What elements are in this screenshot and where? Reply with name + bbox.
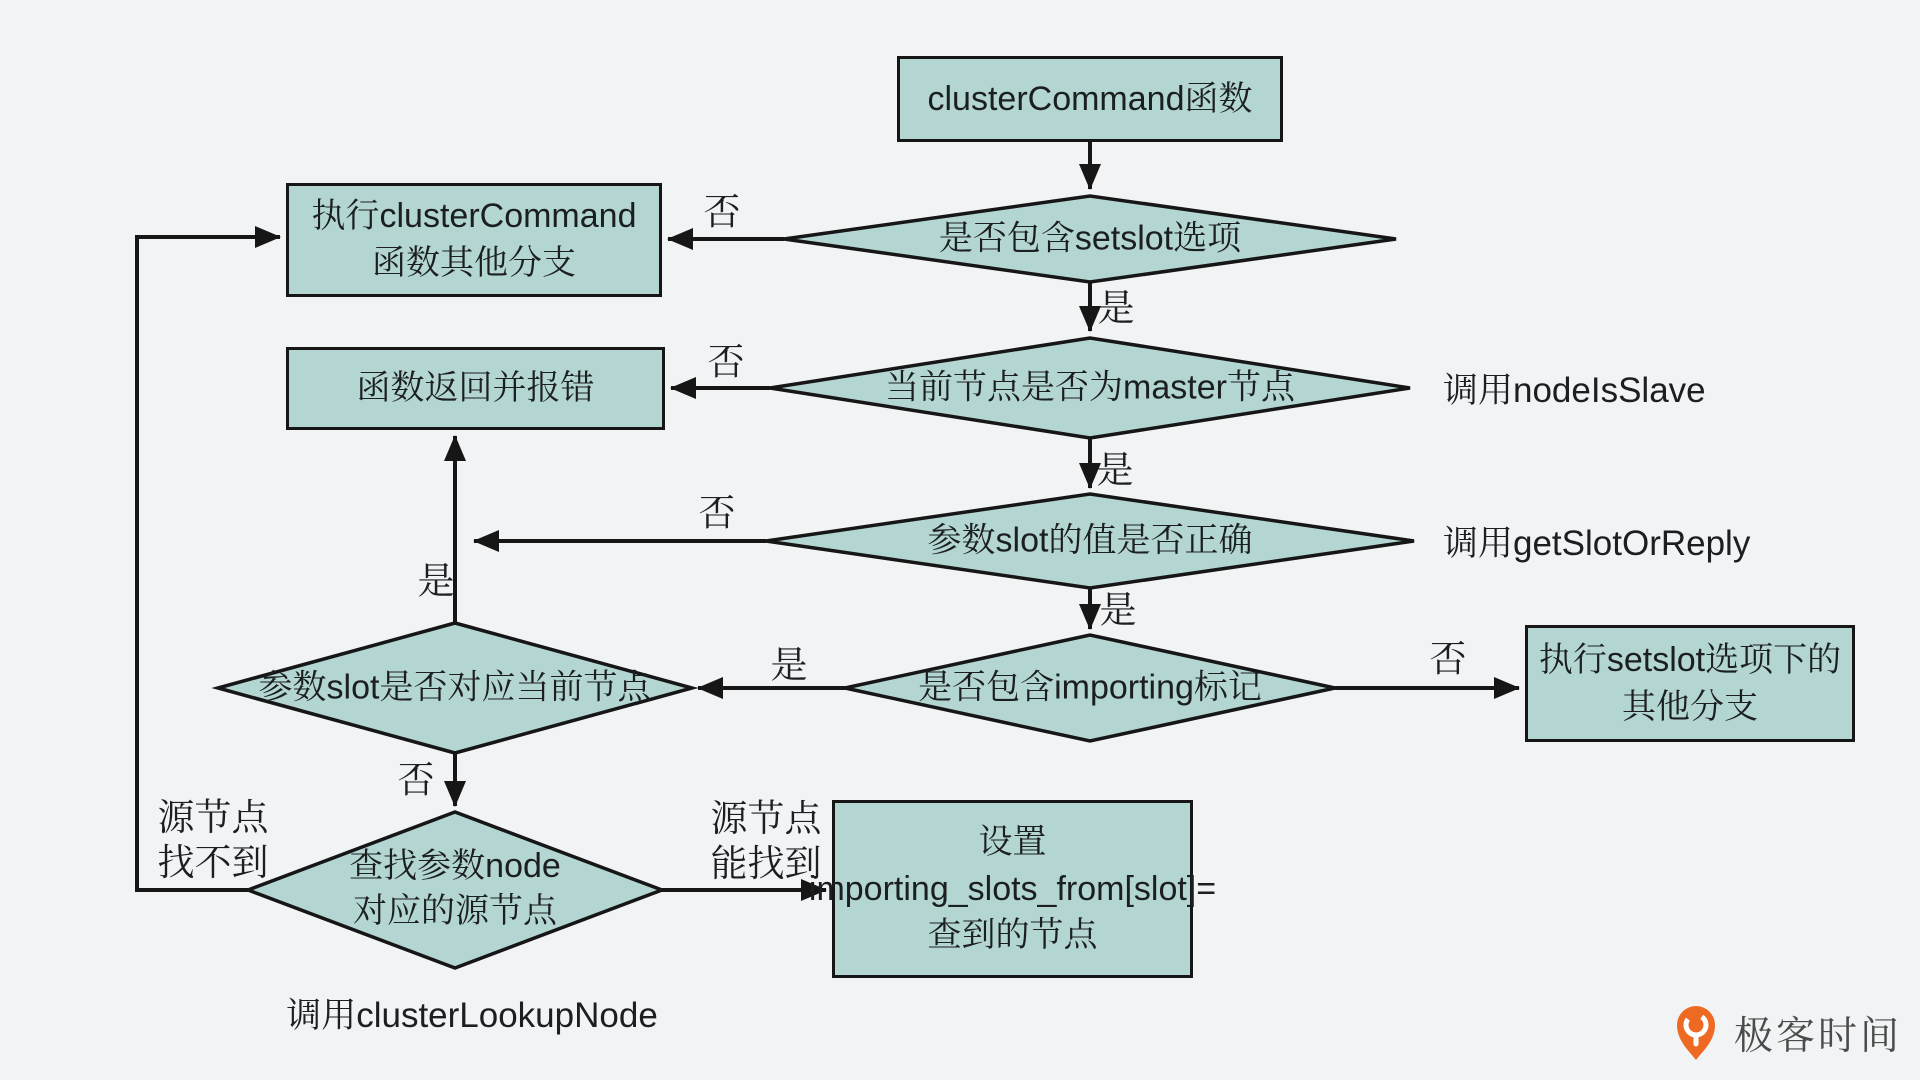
label-importing-no: 否	[1429, 638, 1467, 680]
label-master-no: 否	[707, 341, 745, 383]
geektime-pin-icon	[1674, 1004, 1718, 1062]
decision-slot-current-label: 参数slot是否对应当前节点	[258, 668, 652, 707]
label-importing-yes: 是	[770, 644, 808, 686]
start-node-label: clusterCommand函数	[927, 79, 1253, 118]
decision-master-label: 当前节点是否为master节点	[885, 368, 1295, 407]
decision-setslot-label: 是否包含setslot选项	[938, 219, 1242, 258]
exec-other-branch-line2: 函数其他分支	[372, 244, 576, 282]
label-master-yes: 是	[1096, 449, 1134, 491]
decision-slot-valid-label: 参数slot的值是否正确	[927, 521, 1253, 560]
set-importing-slot-line2: importing_slots_from[slot]=	[808, 869, 1217, 908]
decision-importing-label: 是否包含importing标记	[918, 668, 1262, 707]
return-error-label: 函数返回并报错	[356, 369, 595, 408]
return-error-node	[286, 347, 665, 430]
geektime-logo	[1674, 1004, 1902, 1062]
label-setslot-no: 否	[703, 191, 741, 233]
geektime-logo-text: 极客时间	[1734, 1015, 1903, 1058]
set-importing-slot-line3: 查到的节点	[927, 916, 1098, 955]
exec-other-branch-node	[286, 183, 662, 297]
lookup-source-node-label: 查找参数node 对应的源节点	[349, 847, 561, 930]
label-source-not-found: 源节点 找不到	[157, 796, 269, 883]
set-importing-slot-node	[808, 800, 1217, 978]
edge-source-not-found-loop	[137, 237, 280, 890]
exec-setslot-other-line2: 其他分支	[1622, 687, 1758, 726]
label-slot-current-no: 否	[397, 759, 435, 801]
label-slot-valid-no: 否	[698, 492, 736, 534]
exec-setslot-other-line1: 执行setslot选项下的	[1538, 640, 1842, 679]
label-setslot-yes: 是	[1097, 287, 1135, 329]
start-node	[897, 56, 1283, 142]
label-source-found: 源节点 能找到	[710, 797, 822, 884]
exec-setslot-other-node	[1525, 625, 1855, 742]
label-slot-current-yes: 是	[417, 560, 455, 602]
annotation-get-slot-or-reply: 调用getSlotOrReply	[1443, 524, 1751, 563]
exec-other-branch-line1: 执行clusterCommand	[311, 197, 637, 236]
set-importing-slot-line1: 设置	[978, 822, 1047, 861]
label-slot-valid-yes: 是	[1099, 589, 1137, 631]
annotation-cluster-lookup-node: 调用clusterLookupNode	[286, 996, 658, 1035]
annotation-node-is-slave: 调用nodeIsSlave	[1443, 371, 1706, 410]
